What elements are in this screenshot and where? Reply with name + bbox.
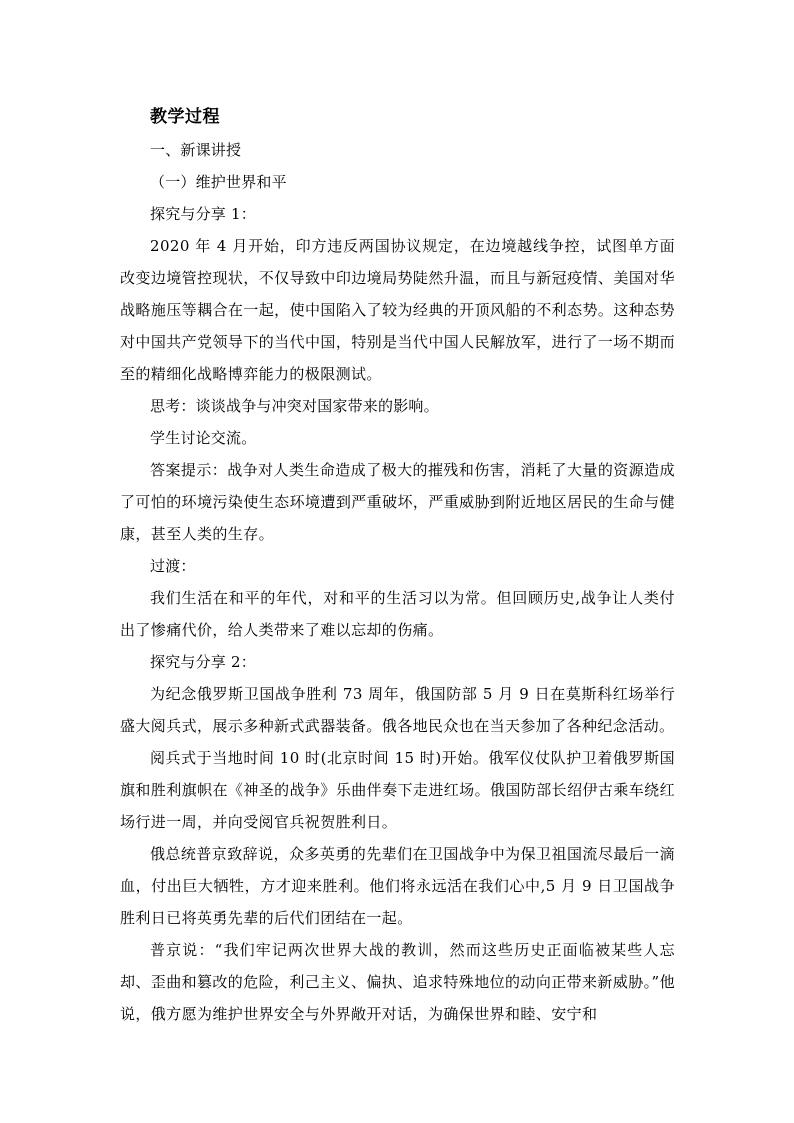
document-body xyxy=(120,100,675,1030)
answer-hint-paragraph: 答案提示：战争对人类生命造成了极大的摧残和伤害，消耗了大量的资源造成了可怕的环境污染使生态环境遭到严重破坏，严重威胁到附近地区居民的生命与健康，甚至人类的生存。 xyxy=(120,461,675,543)
explore-2-paragraph-4: 普京说：“我们牢记两次世界大战的教训，然而这些历史正面临被某些人忘却、歪曲和篡改的危险，利己主义、偏执、追求特殊地位的动向正带来新威胁。”他说，俄方愿为维护世界安全与外界敞开对话，为确保世界和睦、安宁和 xyxy=(120,941,675,1023)
explore-1-label: 探究与分享 1： xyxy=(150,205,256,223)
section-heading: 一、新课讲授 xyxy=(150,141,242,159)
discussion-note: 学生讨论交流。 xyxy=(150,429,257,447)
page-title: 教学过程 xyxy=(150,107,220,127)
explore-2-paragraph-3: 俄总统普京致辞说，众多英勇的先辈们在卫国战争中为保卫祖国流尽最后一滴血，付出巨大牺牲，方才迎来胜利。他们将永远活在我们心中,5 月 9 日卫国战争胜利日已将英勇先辈的后代们团结在一起。 xyxy=(120,845,675,927)
explore-1-paragraph: 2020 年 4 月开始，印方违反两国协议规定，在边境越线争控，试图单方面改变边境管控现状，不仅导致中印边境局势陡然升温，而且与新冠疫情、美国对华战略施压等耦合在一起，使中国陷入了较为经典的开顶风船的不利态势。这种态势对中国共产党领导下的当代中国，特别是当代中国人民解放军，进行了一场不期而至的精细化战略博弈能力的极限测试。 xyxy=(120,237,675,383)
explore-2-paragraph-2: 阅兵式于当地时间 10 时(北京时间 15 时)开始。俄军仪仗队护卫着俄罗斯国旗和胜利旗帜在《神圣的战争》乐曲伴奏下走进红场。俄国防部长绍伊古乘车绕红场行进一周，并向受阅官兵祝贺胜利日。 xyxy=(120,749,675,831)
transition-label: 过渡： xyxy=(150,557,196,575)
explore-2-paragraph-1: 为纪念俄罗斯卫国战争胜利 73 周年，俄国防部 5 月 9 日在莫斯科红场举行盛大阅兵式，展示多种新式武器装备。俄各地民众也在当天参加了各种纪念活动。 xyxy=(120,685,675,735)
transition-paragraph: 我们生活在和平的年代，对和平的生活习以为常。但回顾历史,战争让人类付出了惨痛代价，给人类带来了难以忘却的伤痛。 xyxy=(120,589,675,639)
explore-2-label: 探究与分享 2： xyxy=(150,653,256,671)
subsection-heading: （一）维护世界和平 xyxy=(150,173,287,191)
think-question: 思考：谈谈战争与冲突对国家带来的影响。 xyxy=(150,397,439,415)
